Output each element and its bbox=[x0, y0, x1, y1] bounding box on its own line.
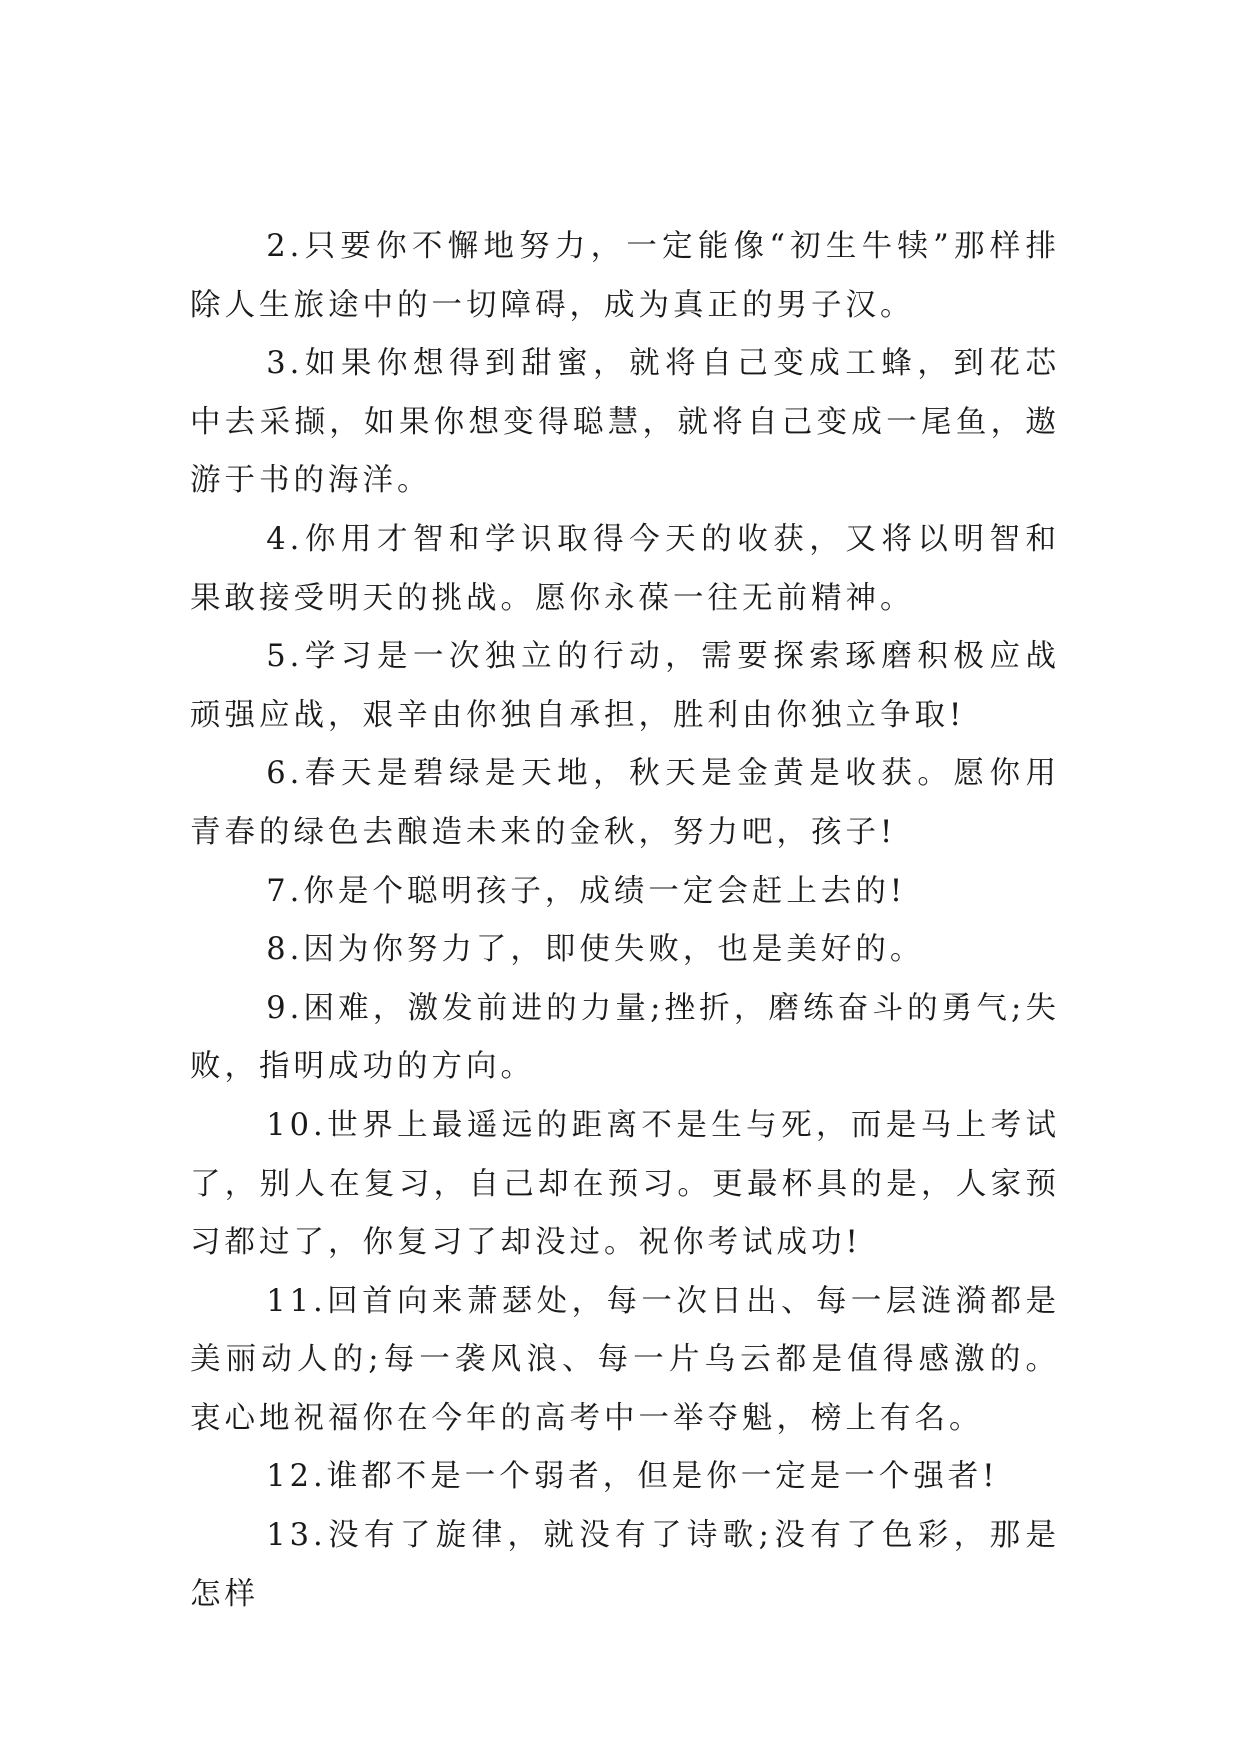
paragraph-5: 5.学习是一次独立的行动，需要探索琢磨积极应战顽强应战，艰辛由你独自承担，胜利由你独立争取! bbox=[190, 639, 1060, 733]
paragraph-11: 11.回首向来萧瑟处，每一次日出、每一层涟漪都是美丽动人的;每一袭风浪、每一片乌云都是值得感激的。衷心地祝福你在今年的高考中一举夺魁，榜上有名。 bbox=[190, 1283, 1060, 1436]
paragraph-2: 2.只要你不懈地努力，一定能像“初生牛犊”那样排除人生旅途中的一切障碍，成为真正的男子汉。 bbox=[190, 229, 1060, 323]
paragraph-6: 6.春天是碧绿是天地，秋天是金黄是收获。愿你用青春的绿色去酿造未来的金秋，努力吧，孩子! bbox=[190, 756, 1060, 850]
paragraph-13: 13.没有了旋律，就没有了诗歌;没有了色彩，那是怎样 bbox=[190, 1518, 1060, 1612]
paragraph-3: 3.如果你想得到甜蜜，就将自己变成工蜂，到花芯中去采撷，如果你想变得聪慧，就将自己变成一尾鱼，遨游于书的海洋。 bbox=[190, 346, 1060, 499]
paragraph-12: 12.谁都不是一个弱者，但是你一定是一个强者! bbox=[266, 1459, 999, 1495]
document-body bbox=[190, 218, 1060, 1624]
paragraph-7: 7.你是个聪明孩子，成绩一定会赶上去的! bbox=[266, 873, 907, 909]
paragraph-9: 9.困难，激发前进的力量;挫折，磨练奋斗的勇气;失败，指明成功的方向。 bbox=[190, 990, 1060, 1085]
paragraph-8: 8.因为你努力了，即使失败，也是美好的。 bbox=[266, 932, 925, 968]
paragraph-10: 10.世界上最遥远的距离不是生与死，而是马上考试了，别人在复习，自己却在预习。更最杯具的是，人家预习都过了，你复习了却没过。祝你考试成功! bbox=[190, 1107, 1060, 1261]
paragraph-4: 4.你用才智和学识取得今天的收获，又将以明智和果敢接受明天的挑战。愿你永葆一往无前精神。 bbox=[190, 521, 1060, 616]
